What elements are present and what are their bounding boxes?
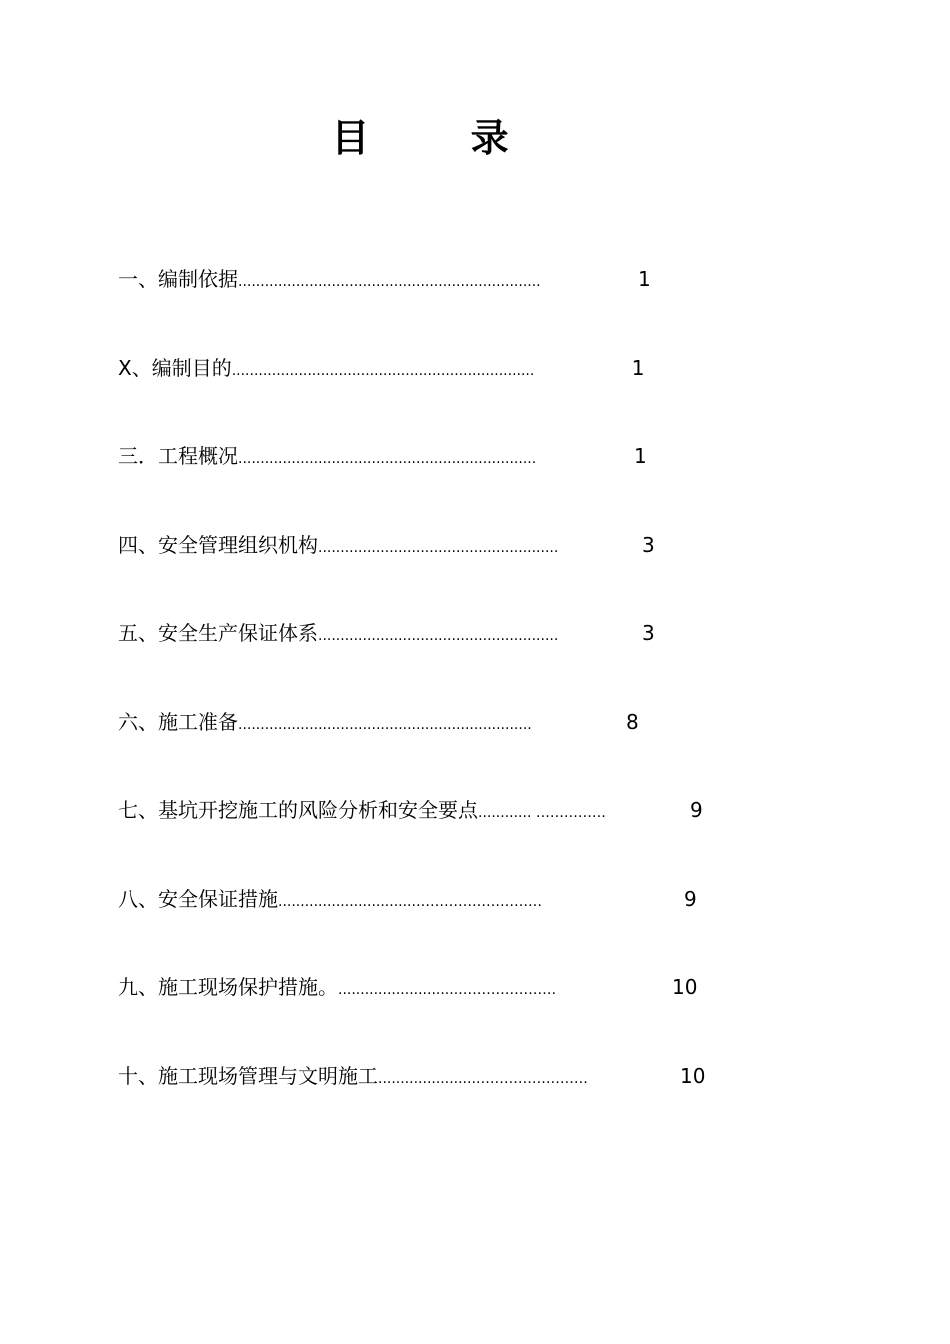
- toc-entry[interactable]: [118, 353, 644, 383]
- toc-entry-label: 八、安全保证措施: [118, 887, 278, 911]
- toc-leader-dots: ......................................................: [318, 540, 559, 556]
- toc-leader-dots: ......................……………………: [378, 1071, 588, 1087]
- toc-leader-dots: ....................................................................: [231, 363, 535, 379]
- toc-entry[interactable]: [118, 707, 639, 737]
- toc-entry[interactable]: [118, 1061, 705, 1091]
- toc-page-number: 3: [642, 621, 655, 645]
- toc-page-number: 10: [672, 975, 698, 999]
- toc-entry-label: 七、基坑开挖施工的风险分析和安全要点: [118, 798, 478, 822]
- toc-entry[interactable]: [118, 264, 651, 294]
- toc-entry-label: 五、安全生产保证体系: [118, 621, 318, 645]
- toc-page-number: 1: [638, 267, 651, 291]
- toc-entry-label: X、编制目的: [118, 356, 232, 380]
- toc-page-number: 1: [631, 356, 645, 380]
- page-title: 目 录: [331, 116, 553, 160]
- toc-entry-label: 六、施工准备: [118, 710, 238, 734]
- toc-page-number: 3: [642, 533, 655, 557]
- toc-entry-label: 十、施工现场管理与文明施工: [118, 1064, 378, 1088]
- toc-page-number: 9: [690, 798, 703, 822]
- toc-leader-dots: ...............................………………………: [278, 894, 542, 910]
- toc-entry-label: 九、施工现场保护措施。: [118, 975, 338, 999]
- toc-page-number: 10: [680, 1064, 706, 1088]
- toc-page-number: 8: [626, 710, 639, 734]
- toc-entry-label: 一、编制依据: [118, 267, 238, 291]
- toc-entry[interactable]: [118, 618, 655, 648]
- toc-entry[interactable]: [118, 530, 655, 560]
- toc-leader-dots: ...........................…………………: [338, 982, 557, 998]
- toc-leader-dots: ......................................................: [318, 628, 559, 644]
- toc-entry-label: 三．工程概况: [118, 444, 238, 468]
- toc-leader-dots: ...................................................................: [238, 451, 537, 467]
- toc-page-number: 1: [634, 444, 647, 468]
- toc-entry[interactable]: [118, 441, 647, 471]
- toc-page-number: 9: [684, 887, 697, 911]
- toc-leader-dots: ....................................................................: [238, 274, 541, 290]
- toc-entry[interactable]: [118, 884, 697, 914]
- toc-entry[interactable]: [118, 795, 703, 825]
- toc-entry[interactable]: [118, 972, 697, 1002]
- toc-entry-label: 四、安全管理组织机构: [118, 533, 318, 557]
- toc-leader-dots: ............ ……………: [478, 805, 606, 821]
- toc-leader-dots: ..................................................................: [238, 717, 532, 733]
